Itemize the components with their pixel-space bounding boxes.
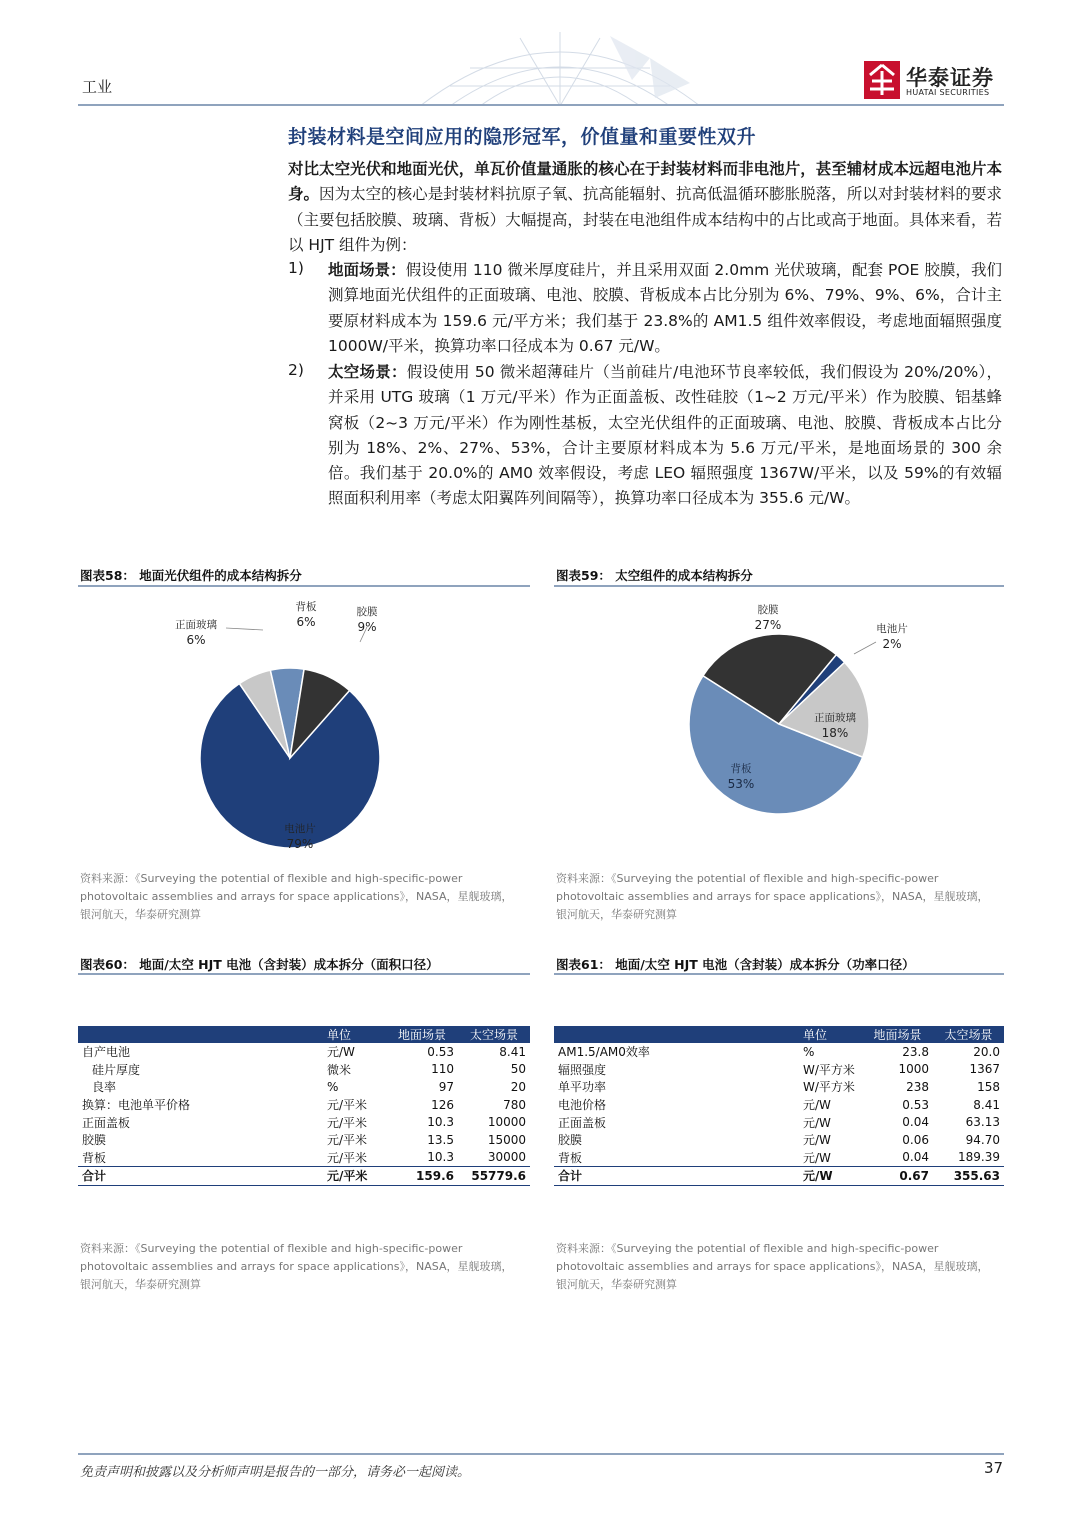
table-row <box>554 1061 1004 1079</box>
slice-value: 18% <box>821 726 849 740</box>
header-cell: 单位 <box>323 1026 386 1043</box>
table-row <box>78 1113 530 1131</box>
row-unit: % <box>327 1079 339 1094</box>
row-unit: 元/平米 <box>327 1133 368 1148</box>
table-row <box>554 1131 1004 1149</box>
row-label: 电池价格 <box>558 1098 607 1113</box>
globe-decoration <box>410 28 710 106</box>
row-unit: W/平方米 <box>803 1062 855 1077</box>
source-line: 资料来源：《Surveying the potential of flexible and high-specific-power <box>556 872 939 885</box>
footer-disclaimer: 免责声明和披露以及分析师声明是报告的一部分，请务必一起阅读。 <box>80 1465 471 1480</box>
row-unit: 元/W <box>803 1098 831 1113</box>
figure-58-source <box>80 870 532 924</box>
row-label: 正面盖板 <box>82 1115 131 1130</box>
slice-label: 电池片 <box>876 623 908 635</box>
source-line: photovoltaic assemblies and arrays for space applications》，NASA，星舰玻璃， <box>556 1260 989 1273</box>
row-label: 硅片厚度 <box>92 1062 141 1077</box>
row-unit: 元/W <box>803 1115 831 1130</box>
table-row <box>554 1043 1004 1061</box>
row-space: 8.41 <box>973 1097 1000 1112</box>
slice-label: 胶膜 <box>757 604 779 616</box>
header-cell: 太空场景 <box>933 1026 1004 1043</box>
figure-59-source <box>556 870 1006 924</box>
huatai-logo-icon <box>864 61 900 99</box>
list-keyword: 地面场景： <box>328 261 406 279</box>
table-60 <box>78 1026 530 1186</box>
row-label: 自产电池 <box>82 1045 131 1060</box>
table-61 <box>554 1026 1004 1186</box>
source-line: 资料来源：《Surveying the potential of flexible and high-specific-power <box>556 1242 939 1255</box>
row-ground: 238 <box>906 1079 929 1094</box>
brand-name: 华泰证券 <box>906 66 994 90</box>
section-label: 工业 <box>82 78 113 96</box>
table-61-title: 图表61： 地面/太空 HJT 电池（含封装）成本拆分（功率口径） <box>556 957 915 972</box>
total-label: 合计 <box>78 1167 323 1186</box>
row-space: 50 <box>510 1062 526 1077</box>
row-unit: 元/W <box>803 1133 831 1148</box>
row-space: 158 <box>977 1079 1000 1094</box>
row-label: 辐照强度 <box>558 1062 607 1077</box>
row-unit: W/平方米 <box>803 1080 855 1095</box>
table-row <box>78 1078 530 1096</box>
intro-lead: 对比太空光伏和地面光伏，单瓦价值量通胀的核心在于封装材料而非电池片，甚至辅材成本远超电池片本身。 <box>288 160 1002 204</box>
source-line: 资料来源：《Surveying the potential of flexible and high-specific-power <box>80 872 463 885</box>
source-line: photovoltaic assemblies and arrays for space applications》，NASA，星舰玻璃， <box>80 890 513 903</box>
table-row <box>554 1113 1004 1131</box>
figure-rule <box>554 973 1004 975</box>
row-ground: 0.04 <box>902 1115 929 1130</box>
leader-line <box>854 642 876 654</box>
table-row <box>554 1149 1004 1167</box>
header-rule <box>78 104 1004 106</box>
row-unit: 元/W <box>327 1045 355 1060</box>
row-ground: 0.06 <box>902 1132 929 1147</box>
slice-value: 6% <box>296 615 316 629</box>
slice-value: 6% <box>186 633 206 647</box>
header-cell: 太空场景 <box>458 1026 530 1043</box>
source-line: 银河航天，华泰研究测算 <box>80 1278 201 1291</box>
footer-rule <box>78 1453 1004 1455</box>
pie-chart-space <box>554 592 1004 860</box>
header-cell: 单位 <box>799 1026 862 1043</box>
leader-line <box>226 628 263 630</box>
table-header-row <box>554 1026 1004 1043</box>
row-space: 20 <box>510 1079 526 1094</box>
table-61-source <box>556 1240 1006 1294</box>
header-cell: 地面场景 <box>386 1026 458 1043</box>
table-row <box>78 1131 530 1149</box>
total-label: 合计 <box>554 1167 799 1186</box>
figure-58-title: 图表58： 地面光伏组件的成本结构拆分 <box>80 568 302 583</box>
list-number: 2) <box>288 361 304 379</box>
row-label: 换算：电池单平价格 <box>82 1098 191 1113</box>
figure-rule <box>78 585 530 587</box>
figure-rule <box>78 973 530 975</box>
table-row <box>78 1043 530 1061</box>
row-space: 780 <box>503 1097 526 1112</box>
total-space: 355.63 <box>933 1167 1004 1186</box>
row-label: AM1.5/AM0效率 <box>558 1045 650 1060</box>
slice-value: 9% <box>357 620 377 634</box>
row-space: 15000 <box>487 1132 526 1147</box>
slice-value: 53% <box>727 777 755 791</box>
total-ground: 159.6 <box>386 1167 458 1186</box>
slice-value: 79% <box>286 837 314 851</box>
table-row <box>554 1078 1004 1096</box>
row-space: 8.41 <box>499 1044 526 1059</box>
source-line: 资料来源：《Surveying the potential of flexible and high-specific-power <box>80 1242 463 1255</box>
figure-59-title: 图表59： 太空组件的成本结构拆分 <box>556 568 753 583</box>
row-label: 胶膜 <box>82 1133 107 1148</box>
slice-label: 胶膜 <box>356 606 378 618</box>
row-ground: 1000 <box>898 1062 929 1077</box>
page-number: 37 <box>984 1459 1004 1477</box>
row-unit: 元/平米 <box>327 1150 368 1165</box>
intro-rest: 因为太空的核心是封装材料抗原子氧、抗高能辐射、抗高低温循环膨胀脱落，所以对封装材料的要求（主要包括胶膜、玻璃、背板）大幅提高，封装在电池组件成本结构中的占比或高于地面。具体来看，若以 HJT 组件为例： <box>288 185 1002 254</box>
row-unit: 元/平米 <box>327 1098 368 1113</box>
slice-label: 背板 <box>730 763 752 775</box>
pie-chart-ground <box>78 592 530 860</box>
table-row <box>78 1096 530 1114</box>
source-line: 银河航天，华泰研究测算 <box>556 1278 677 1291</box>
row-ground: 0.53 <box>902 1097 929 1112</box>
table-row <box>78 1061 530 1079</box>
row-ground: 0.53 <box>427 1044 454 1059</box>
table-row <box>78 1149 530 1167</box>
row-ground: 23.8 <box>902 1044 929 1059</box>
headline: 封装材料是空间应用的隐形冠军，价值量和重要性双升 <box>288 126 757 148</box>
list-number: 1) <box>288 259 304 277</box>
row-ground: 13.5 <box>427 1132 454 1147</box>
header-cell <box>554 1026 799 1043</box>
row-unit: % <box>803 1044 815 1059</box>
row-label: 单平功率 <box>558 1080 607 1095</box>
slice-label: 电池片 <box>284 823 316 835</box>
source-line: photovoltaic assemblies and arrays for space applications》，NASA，星舰玻璃， <box>556 890 989 903</box>
row-ground: 10.3 <box>427 1150 454 1165</box>
table-total-row <box>78 1167 530 1186</box>
row-label: 良率 <box>92 1080 117 1095</box>
list-keyword: 太空场景： <box>328 363 407 381</box>
row-label: 背板 <box>558 1150 583 1165</box>
row-space: 10000 <box>487 1115 526 1130</box>
row-label: 胶膜 <box>558 1133 583 1148</box>
row-space: 63.13 <box>965 1115 1000 1130</box>
table-60-title: 图表60： 地面/太空 HJT 电池（含封装）成本拆分（面积口径） <box>80 957 439 972</box>
slice-label: 背板 <box>295 601 317 613</box>
table-header-row <box>78 1026 530 1043</box>
total-unit: 元/平米 <box>323 1167 386 1186</box>
row-ground: 110 <box>431 1062 454 1077</box>
row-unit: 元/平米 <box>327 1115 368 1130</box>
intro-paragraph <box>288 157 1002 258</box>
source-line: photovoltaic assemblies and arrays for space applications》，NASA，星舰玻璃， <box>80 1260 513 1273</box>
slice-label: 正面玻璃 <box>175 619 217 631</box>
row-ground: 0.04 <box>902 1150 929 1165</box>
total-ground: 0.67 <box>862 1167 933 1186</box>
source-line: 银河航天，华泰研究测算 <box>80 908 201 921</box>
slice-label: 正面玻璃 <box>814 712 856 724</box>
source-line: 银河航天，华泰研究测算 <box>556 908 677 921</box>
header-cell: 地面场景 <box>862 1026 933 1043</box>
row-space: 30000 <box>487 1150 526 1165</box>
list-item <box>328 258 1002 359</box>
row-label: 正面盖板 <box>558 1115 607 1130</box>
list-text: 假设使用 110 微米厚度硅片，并且采用双面 2.0mm 光伏玻璃，配套 POE 胶膜，我们测算地面光伏组件的正面玻璃、电池、胶膜、背板成本占比分别为 6%、79%、9%、6%，合计主要原材料成本为 159.6 元/平方米；我们基于 23.8%的 AM1.5 组件效率假设，考虑地面辐照强度 1000W/平米，换算功率口径成本为 0.67 元/W。 <box>328 261 1002 355</box>
total-space: 55779.6 <box>458 1167 530 1186</box>
row-space: 189.39 <box>958 1150 1000 1165</box>
brand-name-en: HUATAI SECURITIES <box>906 88 990 97</box>
row-space: 20.0 <box>973 1044 1000 1059</box>
row-unit: 微米 <box>327 1062 352 1077</box>
slice-value: 27% <box>754 618 782 632</box>
slice-value: 2% <box>882 637 902 651</box>
row-unit: 元/W <box>803 1150 831 1165</box>
list-text: 假设使用 50 微米超薄硅片（当前硅片/电池环节良率较低，我们假设为 20%/20%），并采用 UTG 玻璃（1 万元/平米）作为正面盖板、改性硅胶（1~2 万元/平米）作为胶膜、铝基蜂窝板（2~3 万元/平米）作为刚性基板，太空光伏组件的正面玻璃、电池、胶膜、背板成本占比分别为 18%、2%、27%、53%，合计主要原材料成本为 5.6 万元/平米，是地面场景的 300 余倍。我们基于 20.0%的 AM0 效率假设，考虑 LEO 辐照强度 1367W/平米，以及 59%的有效辐照面积利用率（考虑太阳翼阵列间隔等），换算功率口径成本为 355.6 元/W。 <box>328 363 1002 508</box>
table-row <box>554 1096 1004 1114</box>
list-item <box>328 360 1002 512</box>
row-label: 背板 <box>82 1150 107 1165</box>
table-60-source <box>80 1240 532 1294</box>
total-unit: 元/W <box>799 1167 862 1186</box>
row-ground: 126 <box>431 1097 454 1112</box>
row-space: 94.70 <box>965 1132 1000 1147</box>
row-ground: 10.3 <box>427 1115 454 1130</box>
row-space: 1367 <box>969 1062 1000 1077</box>
figure-rule <box>554 585 1004 587</box>
row-ground: 97 <box>438 1079 454 1094</box>
table-total-row <box>554 1167 1004 1186</box>
header-cell <box>78 1026 323 1043</box>
